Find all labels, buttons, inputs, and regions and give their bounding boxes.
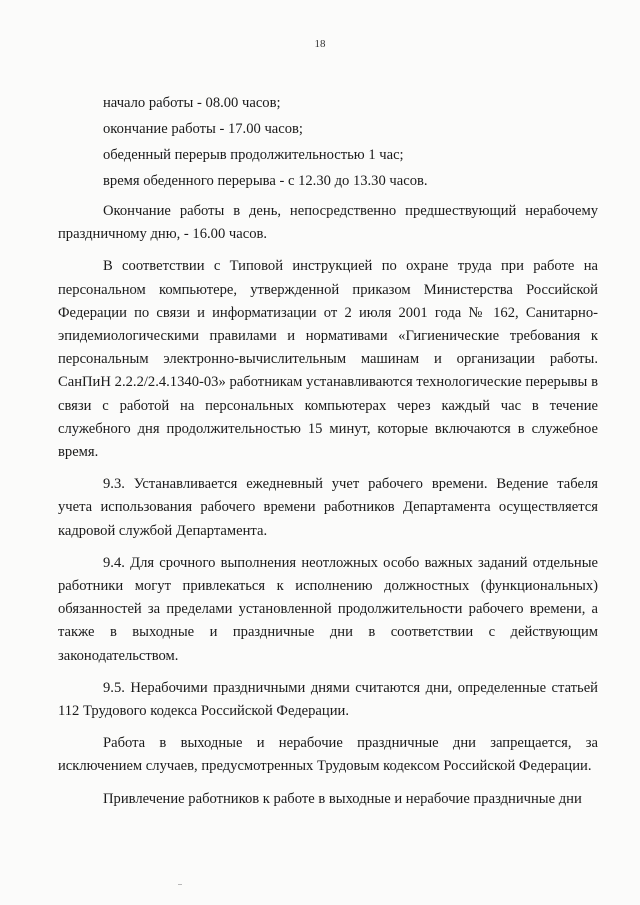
paragraph-weekend-work-ban: Работа в выходные и нерабочие праздничные дни запрещается, за исключением случаев, предусмотренных Трудовым кодексом Российской Федерации. bbox=[58, 735, 598, 775]
paragraph-9-3: 9.3. Устанавливается ежедневный учет рабочего времени. Ведение табеля учета использования рабочего времени работников Департамента осуществляется кадровой службой Департамента. bbox=[58, 476, 598, 539]
paragraph-computer-breaks: В соответствии с Типовой инструкцией по охране труда при работе на персональном компьютере, утвержденной приказом Министерства Российской Федерации по связи и информатизации от 2 июля 2001 года № 162, Санитарно-эпидемиологическими правилами и нормативами «Гигиенические требования к персональным электронно-вычислительным машинам и организации работы. СанПиН 2.2.2/2.4.1340-03» работникам устанавливаются технологические перерывы в связи с работой на персональных компьютерах через каждый час в течение служебного дня продолжительностью 15 минут, которые включаются в служебное время. bbox=[58, 258, 598, 461]
page-number: 18 bbox=[314, 38, 326, 50]
paragraph-weekend-work-involvement: Привлечение работников к работе в выходные и нерабочие праздничные дни bbox=[103, 790, 582, 807]
document-body bbox=[58, 90, 598, 811]
schedule-line-end: окончание работы - 17.00 часов; bbox=[103, 121, 303, 137]
schedule-line-lunch-duration: обеденный перерыв продолжительностью 1 час; bbox=[103, 147, 404, 163]
schedule-line-lunch-time: время обеденного перерыва - с 12.30 до 13.30 часов. bbox=[103, 173, 428, 189]
paragraph-9-5: 9.5. Нерабочими праздничными днями считаются дни, определенные статьей 112 Трудового кодекса Российской Федерации. bbox=[58, 679, 598, 720]
paragraph-pre-holiday: Окончание работы в день, непосредственно предшествующий нерабочему праздничному дню, - 16.00 часов. bbox=[58, 203, 598, 243]
schedule-line-start: начало работы - 08.00 часов; bbox=[103, 95, 281, 111]
scan-mark bbox=[178, 884, 182, 885]
paragraph-9-4: 9.4. Для срочного выполнения неотложных особо важных заданий отдельные работники могут привлекаться к исполнению должностных (функциональных) обязанностей за пределами установленной продолжительности рабочего времени, а также в выходные и праздничные дни в соответствии с действующим законодательством. bbox=[58, 554, 598, 664]
